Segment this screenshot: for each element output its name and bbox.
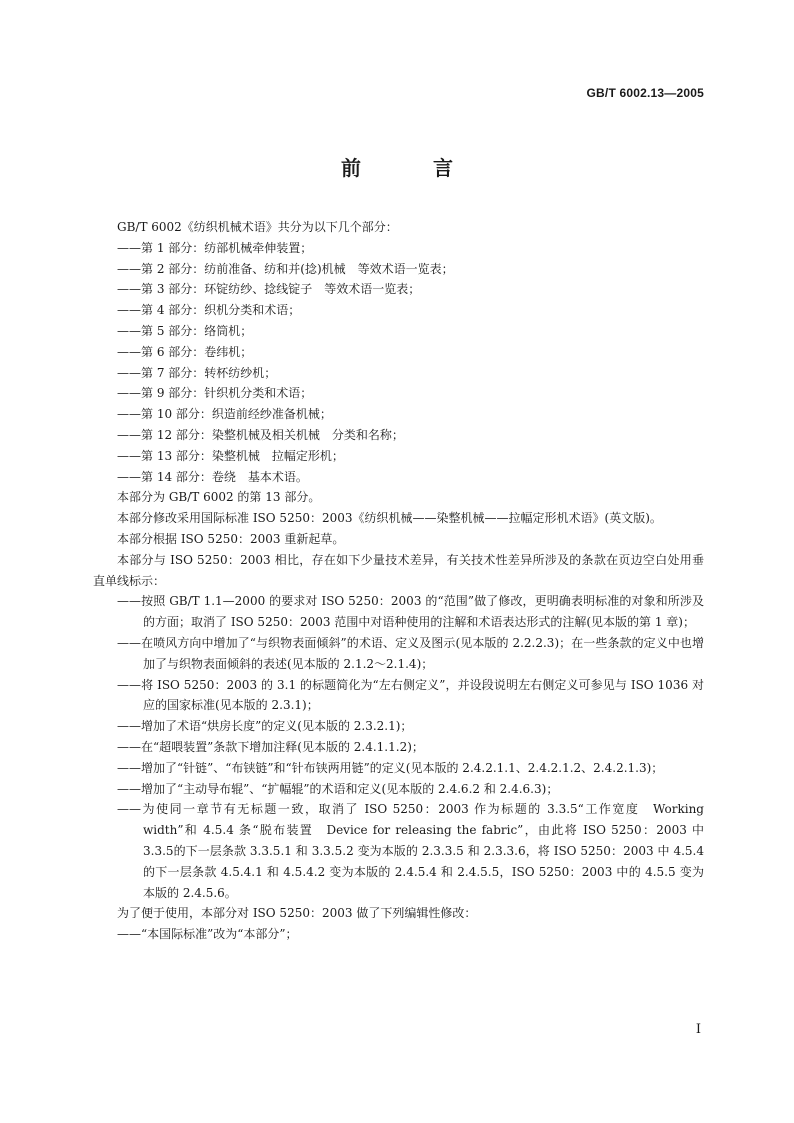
part-item: ——第 1 部分：纺部机械牵伸装置； [117, 240, 313, 255]
editorial-list [117, 924, 704, 945]
part-item: ——第 3 部分：环锭纺纱、捻线锭子 等效术语一览表； [117, 282, 421, 297]
page-title: 前 言 [341, 156, 479, 180]
modification-paragraph: 本部分修改采用国际标准 ISO 5250：2003《纺织机械——染整机械——拉幅定形机术语》(英文版)。 [117, 511, 662, 526]
part-item: ——第 14 部分：卷绕 基本术语。 [117, 469, 308, 484]
editorial-item: ——“本国际标准”改为“本部分”； [117, 927, 298, 942]
difference-item: ——在“超喂装置”条款下增加注释(见本版的 2.4.1.1.2)； [117, 739, 424, 754]
part-item: ——第 6 部分：卷纬机； [117, 344, 253, 359]
part-item: ——第 7 部分：转杯纺纱机； [117, 365, 277, 380]
technical-differences-paragraph: 本部分与 ISO 5250：2003 相比，存在如下少量技术差异，有关技术性差异所涉及的条款在页边空白处用垂直单线标示： [93, 552, 704, 588]
difference-item: ——按照 GB/T 1.1—2000 的要求对 ISO 5250：2003 的“范围”做了修改，更明确表明标准的对象和所涉及的方面；取消了 ISO 5250：2003 范围中对语种使用的注解和术语表达形式的注解(见本版的第 1 章)； [117, 594, 704, 630]
part-of-paragraph: 本部分为 GB/T 6002 的第 13 部分。 [117, 490, 321, 505]
difference-item: ——在喷风方向中增加了“与织物表面倾斜”的术语、定义及图示(见本版的 2.2.2.3)；在一些条款的定义中也增加了与织物表面倾斜的表述(见本版的 2.1.2～2.1.4)； [117, 635, 704, 671]
part-item: ——第 5 部分：络筒机； [117, 323, 253, 338]
intro-line: GB/T 6002《纺织机械术语》共分为以下几个部分： [117, 220, 398, 234]
difference-item: ——为使同一章节有无标题一致，取消了 ISO 5250：2003 作为标题的 3.3.5“工作宽度 Working width”和 4.5.4 条“脱布装置 Device for releasing the fabric”，由此将 ISO 5250：2003 中 3.3.5的下一层条款 3.3.5.1 和 3.3.5.2 变为本版的 2.3.3.5 和 2.3.3.6，将 ISO 5250：2003 中 4.5.4 的下一层条款 4.5.4.1 和 4.5.4.2 变为本版的 2.4.5.4 和 2.4.5.5，ISO 5250：2003 中的 4.5.5 变为本版的 2.4.5.6。 [117, 802, 704, 900]
editorial-paragraph: 为了便于使用，本部分对 ISO 5250：2003 做了下列编辑性修改： [117, 906, 477, 921]
foreword-body [93, 217, 704, 945]
redraft-paragraph: 本部分根据 ISO 5250：2003 重新起草。 [117, 531, 345, 546]
difference-item: ——将 ISO 5250：2003 的 3.1 的标题简化为“左右侧定义”，并设段说明左右侧定义可参见与 ISO 1036 对应的国家标准(见本版的 2.3.1)； [117, 677, 704, 713]
differences-list [117, 591, 704, 903]
part-item: ——第 4 部分：织机分类和术语； [117, 303, 301, 318]
part-item: ——第 2 部分：纺前准备、纺和并(捻)机械 等效术语一览表； [117, 261, 454, 276]
difference-item: ——增加了术语“烘房长度”的定义(见本版的 2.3.2.1)； [117, 719, 413, 734]
part-item: ——第 12 部分：染整机械及相关机械 分类和名称； [117, 427, 404, 442]
standard-code-header: GB/T 6002.13—2005 [586, 86, 704, 100]
part-item: ——第 13 部分：染整机械 拉幅定形机； [117, 448, 344, 463]
difference-item: ——增加了“针链”、“布铗链”和“针布铗两用链”的定义(见本版的 2.4.2.1.1、2.4.2.1.2、2.4.2.1.3)； [117, 760, 664, 775]
parts-list [117, 238, 704, 488]
part-item: ——第 10 部分：织造前经纱准备机械； [117, 407, 332, 422]
part-item: ——第 9 部分：针织机分类和术语； [117, 386, 313, 401]
difference-item: ——增加了“主动导布辊”、“扩幅辊”的术语和定义(见本版的 2.4.6.2 和 2.4.6.3)； [117, 781, 559, 796]
page-number: I [695, 1022, 701, 1037]
